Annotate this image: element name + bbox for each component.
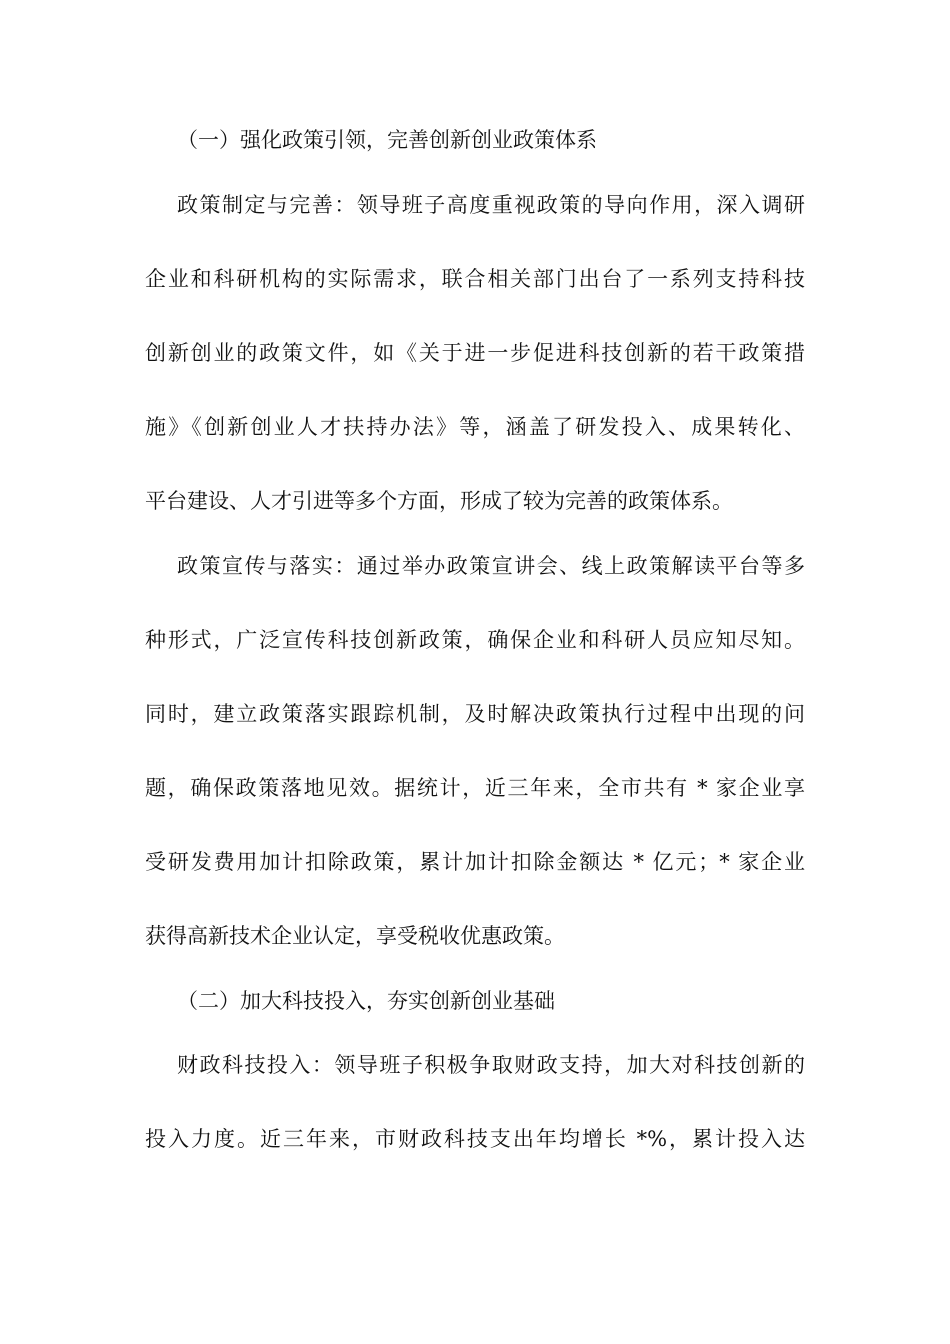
- paragraph-line: 投入力度。近三年来，市财政科技支出年均增长 *%，累计投入达: [145, 1127, 805, 1151]
- paragraph-line: 平台建设、人才引进等多个方面，形成了较为完善的政策体系。: [145, 489, 733, 513]
- paragraph-line: 受研发费用加计扣除政策，累计加计扣除金额达 * 亿元；* 家企业: [145, 850, 805, 874]
- section-heading-1: （一）强化政策引领，完善创新创业政策体系: [177, 128, 597, 152]
- paragraph-line: 施》《创新创业人才扶持办法》等，涵盖了研发投入、成果转化、: [145, 415, 805, 439]
- paragraph-line: 政策宣传与落实：通过举办政策宣讲会、线上政策解读平台等多: [177, 554, 805, 578]
- paragraph-line: 企业和科研机构的实际需求，联合相关部门出台了一系列支持科技: [145, 267, 805, 291]
- paragraph-line: 题，确保政策落地见效。据统计，近三年来，全市共有 * 家企业享: [145, 776, 805, 800]
- paragraph-line: 获得高新技术企业认定，享受税收优惠政策。: [145, 924, 565, 948]
- paragraph-line: 同时，建立政策落实跟踪机制，及时解决政策执行过程中出现的问: [145, 702, 805, 726]
- paragraph-line: 财政科技投入：领导班子积极争取财政支持，加大对科技创新的: [177, 1053, 805, 1077]
- paragraph-line: 政策制定与完善：领导班子高度重视政策的导向作用，深入调研: [177, 193, 805, 217]
- paragraph-line: 创新创业的政策文件，如《关于进一步促进科技创新的若干政策措: [145, 341, 805, 365]
- section-heading-2: （二）加大科技投入，夯实创新创业基础: [177, 989, 555, 1013]
- paragraph-line: 种形式，广泛宣传科技创新政策，确保企业和科研人员应知尽知。: [145, 628, 805, 652]
